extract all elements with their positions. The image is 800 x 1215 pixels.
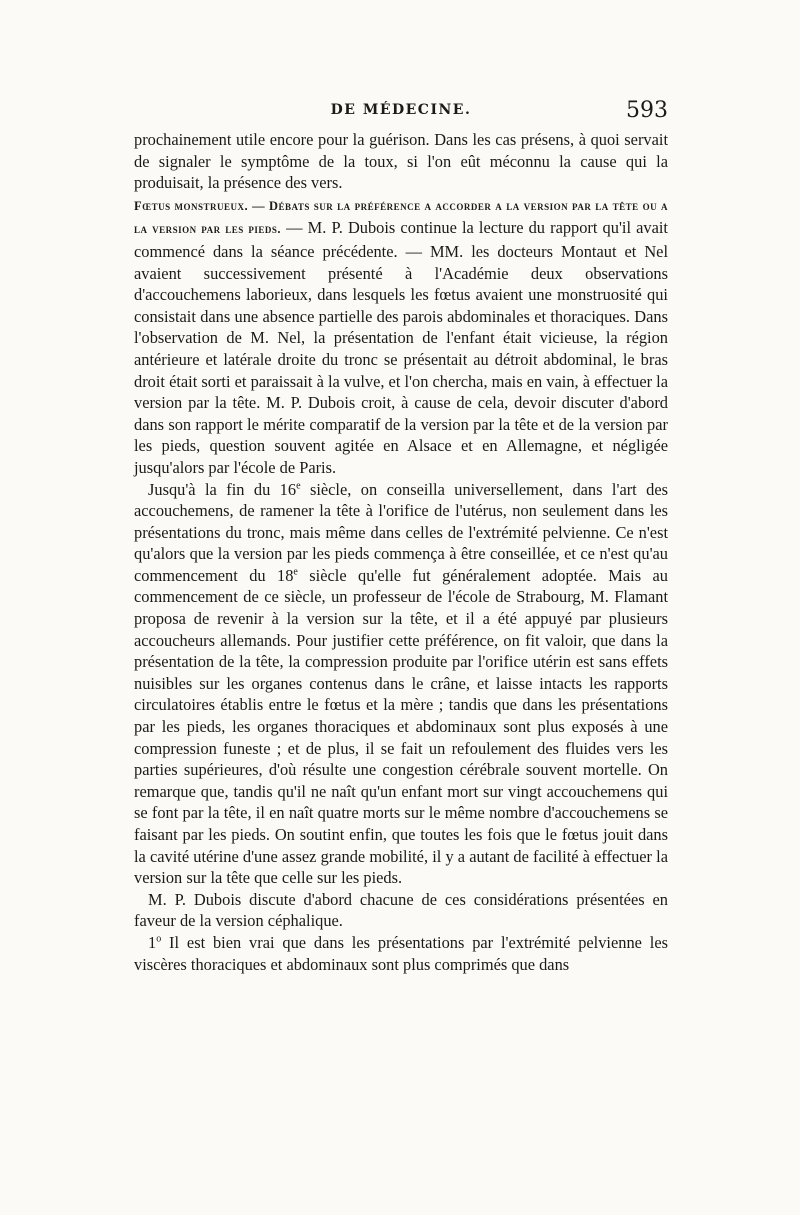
paragraph-3-part-a: Jusqu'à la fin du 16: [148, 479, 297, 499]
paragraph-3-part-c: siècle qu'elle fut généralement adoptée. Mais au commencement de ce siècle, un professeur de l'école de Strabourg, M. Flamant proposa de revenir à la version sur la tête, et il a été appuyé par plusieurs accoucheurs allemands. Pour justifier cette préférence, on fit valoir, que dans la présentation de la tête, la compression produite par l'orifice utérin est sans effets nuisibles sur les organes contenus dans le crâne, et laisse intacts les rapports circulatoires établis entre le fœtus et la mère ; tandis que dans les présentations par les pieds, les organes thoraciques et abdominaux sont plus exposés à une compression funeste ; et de plus, il se fait un refoulement des fluides vers les parties supérieures, d'où résulte une congestion cérébrale souvent mortelle. On remarque que, tandis qu'il ne naît qu'un enfant mort sur vingt accouchemens qui se font par la tête, il en naît quatre morts sur le même nombre d'accouchemens se faisant par les pieds. On soutint enfin, que toutes les fois que le fœtus jouit dans la cavité utérine d'une assez grande mobilité, il y a autant de facilité à effectuer la version sur la tête que celle sur les pieds.: [134, 565, 668, 888]
paragraph-5-part-a: 1: [148, 932, 157, 952]
superscript-e-1: e: [296, 480, 301, 492]
page-number: 593: [626, 98, 668, 123]
paragraph-2: [134, 194, 668, 479]
paragraph-5-part-b: Il est bien vrai que dans les présentations par l'extrémité pelvienne les viscères thoraciques et abdominaux sont plus comprimés que dans: [134, 932, 668, 974]
paragraph-2-text: — M. P. Dubois continue la lecture du rapport qu'il avait commencé dans la séance précédente. — MM. les docteurs Montaut et Nel avaient successivement présenté à l'Académie deux observations d'accouchemens laborieux, dans lesquels les fœtus avaient une monstruosité qui consistait dans une absence partielle des parois abdominales et thoraciques. Dans l'observation de M. Nel, la présentation de l'enfant était vicieuse, la région antérieure et latérale droite du tronc se présentait au détroit abdominal, le bras droit était sorti et paraissait à la vulve, et l'on chercha, mais en vain, à effectuer la version par la tête. M. P. Dubois croit, à cause de cela, devoir discuter d'abord dans son rapport le mérite comparatif de la version par la tête et de la version par les pieds, question souvent agitée en Alsace et en Allemagne, et négligée jusqu'alors par l'école de Paris.: [134, 218, 668, 477]
superscript-e-2: e: [293, 566, 298, 578]
superscript-o: o: [156, 933, 162, 945]
section-heading: Fœtus monstrueux. — Débats sur la préférence a accorder a la version par la tête ou a la version par les pieds.: [134, 198, 668, 237]
paragraph-3: [134, 479, 668, 889]
paragraph-4: M. P. Dubois discute d'abord chacune de ces considérations présentées en faveur de la version céphalique.: [134, 889, 668, 931]
text-body: [134, 129, 668, 975]
running-head: [134, 98, 668, 130]
running-title: DE MÉDECINE.: [330, 102, 472, 118]
paragraph-3-part-b: siècle, on conseilla universellement, dans l'art des accouchemens, de ramener la tête à l'orifice de l'utérus, non seulement dans les présentations du tronc, mais même dans celles de l'extrémité pelvienne. Ce n'est qu'alors que la version par les pieds commença à être conseillée, et ce n'est qu'au commencement du 18: [134, 479, 668, 585]
paragraph-1: prochainement utile encore pour la guérison. Dans les cas présens, à quoi servait de signaler le symptôme de la toux, si l'on eût méconnu la cause qui la produisait, la présence des vers.: [134, 130, 668, 193]
paragraph-5: [134, 932, 668, 975]
